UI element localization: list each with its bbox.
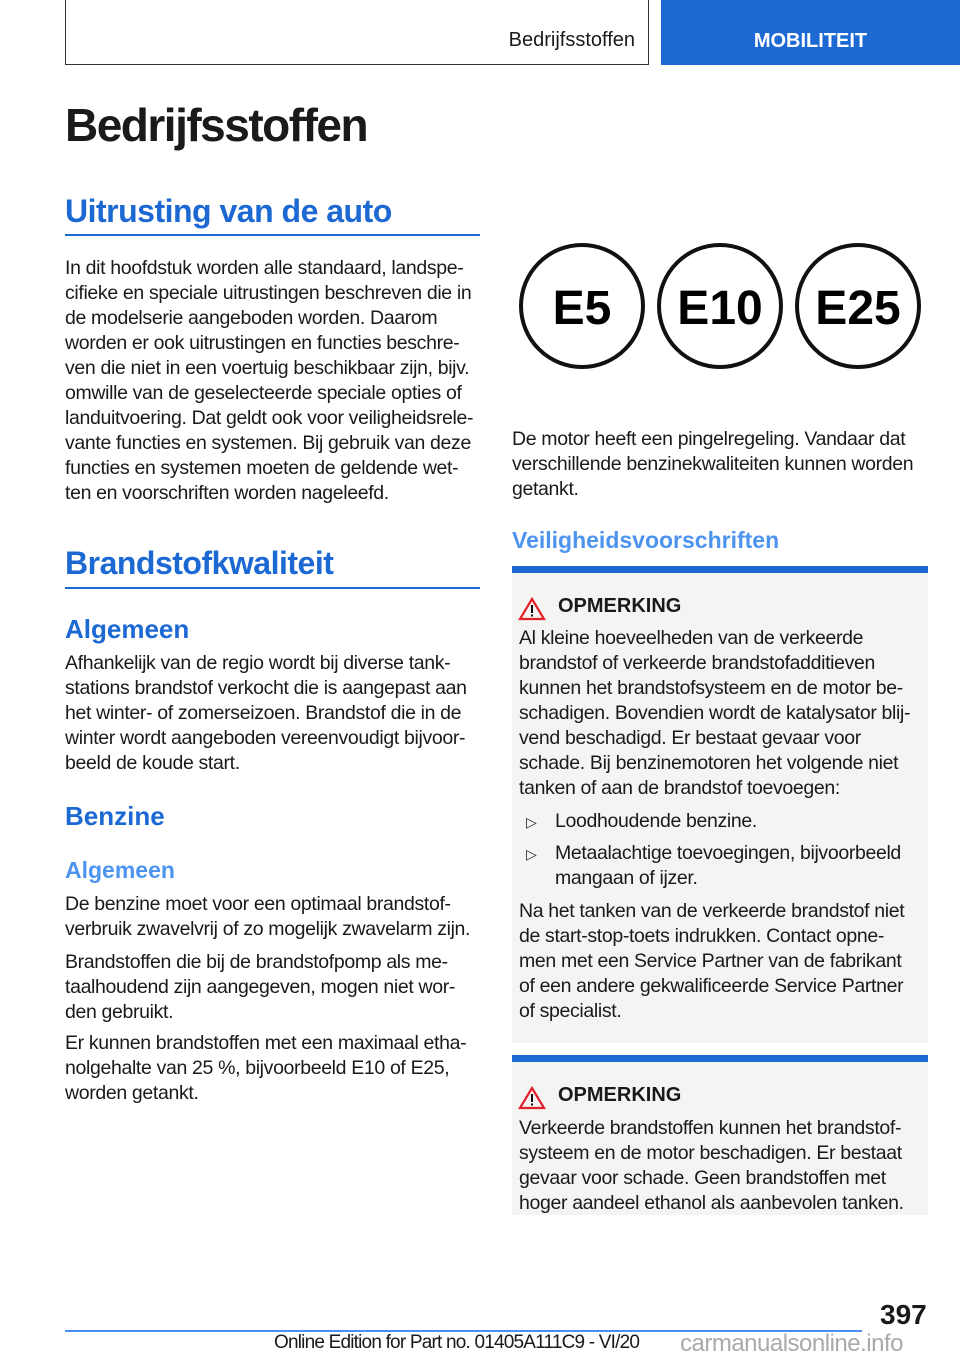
text-line: gevaar voor schade. Geen brandstoffen met	[519, 1167, 886, 1189]
petrol-text-3	[65, 1031, 466, 1106]
svg-text:E10: E10	[677, 282, 763, 335]
bullet-item	[555, 841, 901, 891]
text-line: De benzine moet voor een optimaal brandstof‐	[65, 893, 451, 915]
equipment-text	[65, 256, 473, 506]
notice-heading: OPMERKING	[558, 1084, 682, 1106]
e25-label-icon	[797, 245, 919, 367]
text-line: getankt.	[512, 478, 579, 500]
text-line: den gebruikt.	[65, 1001, 174, 1023]
divider	[65, 234, 480, 236]
heading-fuel-quality: Brandstofkwaliteit	[65, 545, 334, 581]
notice-text	[519, 626, 910, 801]
text-line: ven die niet in een voertuig beschikbaar zijn, bijv.	[65, 357, 470, 379]
text-line: beeld de koude start.	[65, 752, 240, 774]
page-number: 397	[880, 1299, 927, 1330]
header-section: Bedrijfsstoffen	[508, 29, 635, 51]
text-line: Na het tanken van de verkeerde brandstof niet	[519, 900, 905, 922]
knock-control-text	[512, 427, 913, 502]
text-line: taalhoudend zijn aangegeven, mogen niet wor‐	[65, 976, 456, 998]
text-line: de start-stop-toets indrukken. Contact opne‐	[519, 925, 885, 947]
heading-general: Algemeen	[65, 614, 190, 644]
watermark: carmanualsonline.info	[680, 1330, 903, 1357]
text-line: winter wordt aangeboden vereenvoudigt bijvoor‐	[65, 727, 466, 749]
e10-label-icon	[659, 245, 781, 367]
text-line: In dit hoofdstuk worden alle standaard, landspe‐	[65, 257, 464, 279]
text-line: vante functies en systemen. Bij gebruik van deze	[65, 432, 471, 454]
text-line: het winter- of zomerseizoen. Brandstof die in de	[65, 702, 462, 724]
text-line: Al kleine hoeveelheden van de verkeerde	[519, 627, 864, 649]
text-line: De motor heeft een pingelregeling. Vandaar dat	[512, 428, 906, 450]
text-line: Afhankelijk van de regio wordt bij diverse tank‐	[65, 652, 451, 674]
text-line: de modelserie aangeboden worden. Daarom	[65, 307, 438, 329]
text-line: omwille van de geselecteerde speciale opties of	[65, 382, 462, 404]
footer-edition: Online Edition for Part no. 01405A111C9 - VI/20	[274, 1332, 640, 1353]
text-line: worden er ook uitrustingen en functies beschre‐	[65, 332, 460, 354]
text-line: vend beschadigd. Er bestaat gevaar voor	[519, 727, 861, 749]
text-line: systeem en de motor beschadigen. Er bestaat	[519, 1142, 902, 1164]
text-line: mangaan of ijzer.	[555, 867, 698, 889]
text-line: men met een Service Partner van de fabrikant	[519, 950, 902, 972]
text-line: Metaalachtige toevoegingen, bijvoorbeeld	[555, 842, 901, 864]
petrol-text-1	[65, 892, 470, 942]
svg-text:E5: E5	[552, 282, 612, 335]
fuel-labels-graphic	[512, 238, 932, 374]
notice-after-text	[519, 899, 904, 1024]
text-line: stations brandstof verkocht die is aangepast aan	[65, 677, 467, 699]
text-line: nolgehalte van 25 %, bijvoorbeeld E10 of E25,	[65, 1057, 450, 1079]
notice-heading: OPMERKING	[558, 595, 682, 617]
text-line: Brandstoffen die bij de brandstofpomp als me‐	[65, 951, 448, 973]
bullet-icon: ▷	[526, 814, 537, 830]
e5-label-icon	[521, 245, 643, 367]
petrol-text-2	[65, 950, 455, 1025]
text-line: Verkeerde brandstoffen kunnen het brandstof‐	[519, 1117, 902, 1139]
text-line: kunnen het brandstofsysteem en de motor be‐	[519, 677, 903, 699]
text-line: schade. Bij benzinemotoren het volgende niet	[519, 752, 899, 774]
text-line: brandstof of verkeerde brandstofadditieven	[519, 652, 876, 674]
text-line: Er kunnen brandstoffen met een maximaal etha‐	[65, 1032, 467, 1054]
text-line: worden getankt.	[65, 1082, 199, 1104]
bullet-icon: ▷	[526, 846, 537, 862]
notice-box-1	[512, 566, 928, 1043]
heading-equipment: Uitrusting van de auto	[65, 193, 392, 229]
text-line: of specialist.	[519, 1000, 622, 1022]
text-line: hoger aandeel ethanol als aanbevolen tanken.	[519, 1192, 904, 1214]
bullet-item	[555, 809, 757, 834]
text-line: functies en systemen moeten de geldende wet‐	[65, 457, 459, 479]
text-line: verbruik zwavelvrij of zo mogelijk zwavelarm zijn.	[65, 918, 471, 940]
text-line: of een andere gekwalificeerde Service Partner	[519, 975, 904, 997]
notice-box-2	[512, 1055, 928, 1215]
text-line: landuitvoering. Dat geldt ook voor veiligheidsrele‐	[65, 407, 474, 429]
warning-icon	[518, 597, 546, 621]
text-line: ten en voorschriften worden nageleefd.	[65, 482, 389, 504]
text-line: Loodhoudende benzine.	[555, 810, 757, 832]
heading-petrol-general: Algemeen	[65, 857, 175, 883]
general-text	[65, 651, 467, 776]
text-line: verschillende benzinekwaliteiten kunnen worden	[512, 453, 914, 475]
svg-text:E25: E25	[815, 282, 901, 335]
text-line: schadigen. Bovendien wordt de katalysator blij‐	[519, 702, 911, 724]
heading-petrol: Benzine	[65, 801, 165, 831]
text-line: tanken of aan de brandstof toevoegen:	[519, 777, 840, 799]
heading-safety: Veiligheidsvoorschriften	[512, 527, 780, 553]
notice-text	[519, 1116, 904, 1216]
warning-icon	[518, 1086, 546, 1110]
page-title: Bedrijfsstoffen	[65, 99, 368, 151]
text-line: cifieke en speciale uitrustingen beschreven die in	[65, 282, 472, 304]
divider	[65, 587, 480, 589]
header-chapter-tab[interactable]: MOBILITEIT	[661, 0, 960, 65]
